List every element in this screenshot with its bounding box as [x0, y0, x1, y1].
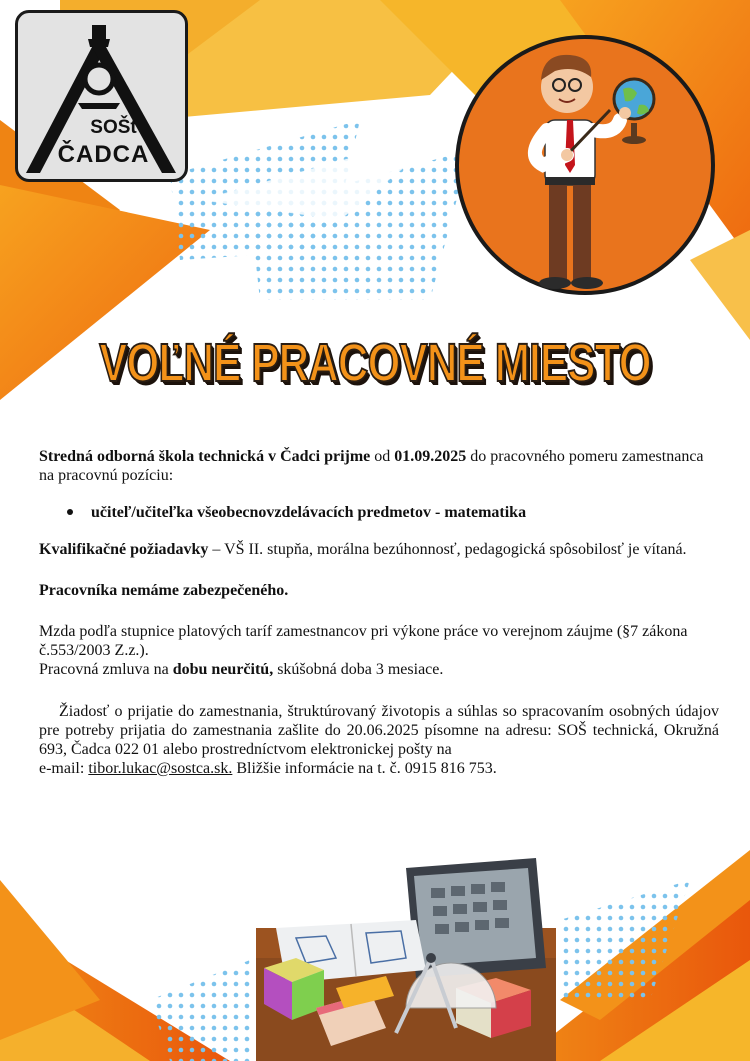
- bullet-icon: [67, 509, 73, 515]
- phone-info: Bližšie informácie na t. č. 0915 816 753.: [236, 760, 497, 777]
- intro-rest: do pracovného pomeru zamestnanca na pracovnú pozíciu:: [39, 448, 704, 484]
- contact-paragraph: [39, 759, 719, 778]
- no-employee-note: Pracovníka nemáme zabezpečeného.: [39, 582, 289, 599]
- application-paragraph: Žiadosť o prijatie do zamestnania, štruktúrovaný životopis a súhlas so spracovaním osobných údajov pre potreby prijatia do zamestnania zašlite do 20.06.2025 písomne na adresu: SOŠ technická, Okružná 693, Čadca 022 01 alebo prostredníctvom elektronickej pošty na: [39, 703, 719, 758]
- email-label: e-mail:: [39, 760, 85, 777]
- requirements-label: Kvalifikačné požiadavky: [39, 541, 209, 558]
- school-name: Stredná odborná škola technická v Čadci prijme: [39, 448, 371, 465]
- math-tools-illustration: [256, 858, 556, 1061]
- school-logo: [15, 10, 188, 182]
- contract-term: dobu neurčitú,: [172, 661, 274, 678]
- page-title: VOĽNÉ PRACOVNÉ MIESTO: [99, 333, 651, 393]
- requirements-text: – VŠ II. stupňa, morálna bezúhonnosť, pedagogická spôsobilosť je vítaná.: [212, 541, 687, 558]
- contract-after: skúšobná doba 3 mesiace.: [277, 661, 444, 678]
- logo-line-1: SOŠt: [90, 117, 137, 138]
- position-list-item: [67, 503, 719, 522]
- contract-paragraph: [39, 660, 719, 679]
- teacher-with-globe-illustration: [455, 25, 715, 305]
- from-word: od: [374, 448, 391, 465]
- contract-before: Pracovná zmluva na: [39, 661, 169, 678]
- position-title: učiteľ/učiteľka všeobecnovzdelávacích predmetov - matematika: [91, 504, 527, 521]
- salary-paragraph: Mzda podľa stupnice platových taríf zamestnancov pri výkone práce vo verejnom záujme (§7 zákona č.553/2003 Z.z.).: [39, 623, 688, 659]
- intro-paragraph: [39, 447, 719, 485]
- job-description: [39, 447, 719, 778]
- start-date: 01.09.2025: [394, 448, 467, 465]
- logo-line-2: ČADCA: [57, 141, 150, 168]
- requirements-paragraph: [39, 540, 719, 559]
- email-link[interactable]: tibor.lukac@sostca.sk.: [88, 760, 233, 777]
